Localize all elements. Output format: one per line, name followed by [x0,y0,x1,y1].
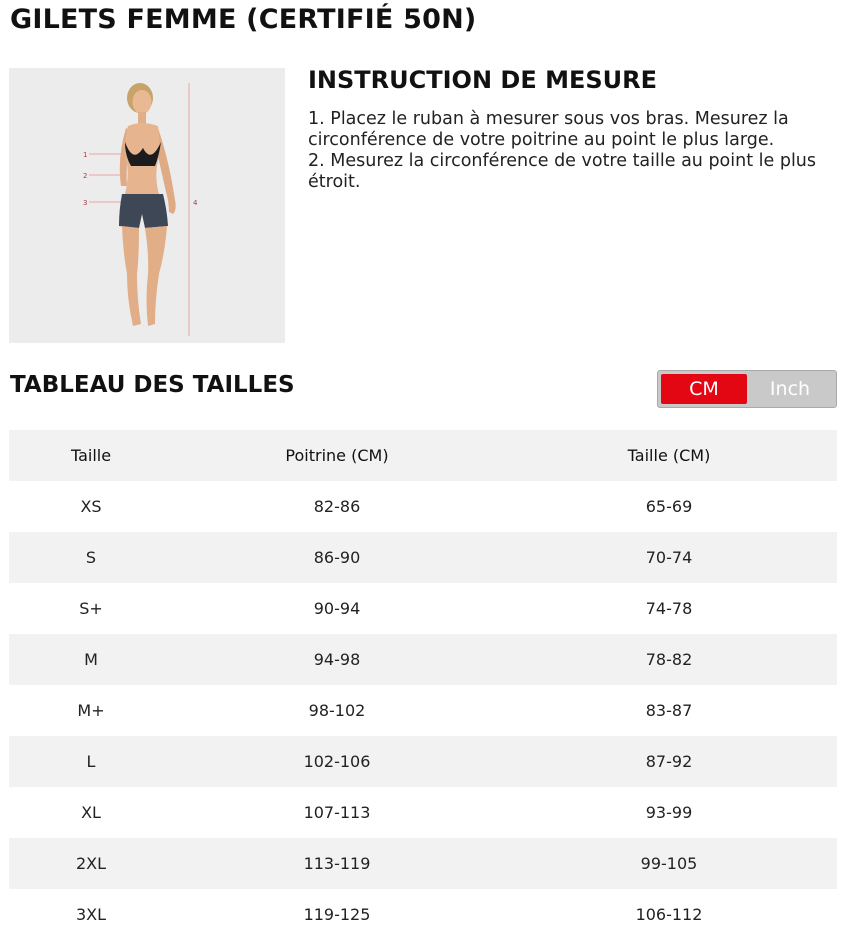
cell-waist: 78-82 [645,650,693,669]
header-size: Taille [70,446,112,465]
size-chart-heading: TABLEAU DES TAILLES [10,372,295,398]
cell-size: L [86,752,96,771]
cell-size: M [84,650,98,669]
cell-size: M+ [77,701,105,720]
instruction-step-2: 2. Mesurez la circonférence de votre taille au point le plus étroit. [308,151,817,192]
cell-size: S [85,548,97,567]
unit-cm-button[interactable]: CM [661,374,747,404]
model-figure-image [9,68,285,343]
cell-size: S+ [79,599,103,618]
table-row [9,736,837,787]
head-shape [133,90,152,114]
marker-label-1: 1 [83,151,88,159]
cell-waist: 83-87 [645,701,693,720]
cell-waist: 70-74 [645,548,693,567]
cell-chest: 90-94 [313,599,361,618]
marker-label-3: 3 [83,199,88,207]
marker-label-4: 4 [193,199,198,207]
measurement-illustration [9,68,285,343]
cell-waist: 93-99 [645,803,693,822]
cell-waist: 87-92 [645,752,693,771]
cell-waist: 106-112 [635,905,703,924]
cell-size: 3XL [75,905,107,924]
header-chest: Poitrine (CM) [285,446,389,465]
right-leg-shape [145,226,167,326]
shorts-shape [119,194,168,228]
cell-chest: 119-125 [303,905,371,924]
table-row [9,583,837,634]
cell-chest: 102-106 [303,752,371,771]
instruction-step-1: 1. Placez le ruban à mesurer sous vos bras. Mesurez la circonférence de votre poitrine au point le plus large. [308,109,789,150]
cell-waist: 65-69 [645,497,693,516]
table-row [9,838,837,889]
marker-label-2: 2 [83,172,88,180]
unit-toggle [657,370,837,408]
page-title: GILETS FEMME (CERTIFIÉ 50N) [10,4,477,35]
table-row [9,685,837,736]
table-row [9,634,837,685]
cell-chest: 86-90 [313,548,361,567]
cell-chest: 82-86 [313,497,361,516]
cell-waist: 99-105 [640,854,698,873]
table-row [9,787,837,838]
cell-chest: 113-119 [303,854,371,873]
cell-size: 2XL [75,854,107,873]
cell-chest: 107-113 [303,803,371,822]
instruction-heading: INSTRUCTION DE MESURE [308,66,657,94]
unit-inch-button[interactable]: Inch [769,378,811,400]
table-row [9,532,837,583]
table-header-row [9,430,837,481]
table-row [9,481,837,532]
instruction-text [308,109,838,193]
cell-waist: 74-78 [645,599,693,618]
size-table [9,430,837,940]
cell-size: XL [81,803,101,822]
table-row [9,889,837,940]
header-waist: Taille (CM) [627,446,711,465]
left-leg-shape [122,226,141,326]
cell-size: XS [80,497,102,516]
cell-chest: 94-98 [313,650,361,669]
cell-chest: 98-102 [308,701,366,720]
